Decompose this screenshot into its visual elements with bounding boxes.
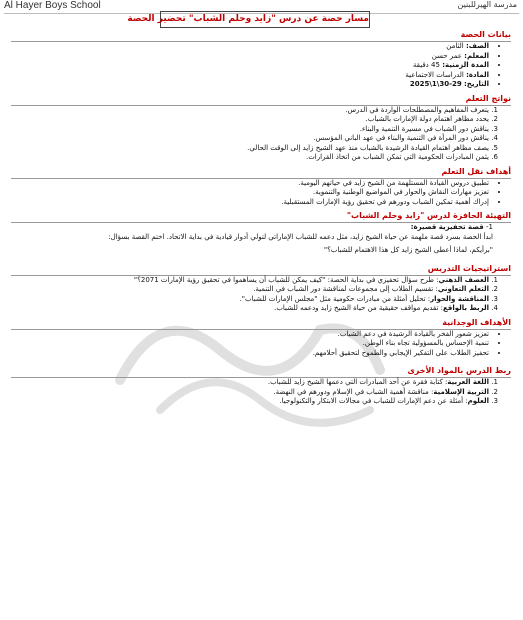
item-text: : مناقشة أهمية الشباب في الإسلام ودورهم في النهضة. [273, 387, 434, 396]
list-item: • تعزيز مهارات النقاش والحوار في المواضيع الوطنية والتنموية. [11, 188, 489, 198]
story-question: "برأيكم، لماذا أعطى الشيخ زايد كل هذا الاهتمام للشباب؟" [323, 246, 493, 254]
section-title: نواتج التعلم [11, 93, 511, 106]
item-label: المعلم: [464, 51, 489, 60]
list-item [11, 80, 489, 90]
item-text: : طرح سؤال تحفيزي في بداية الحصة: "كيف يمكن للشباب أن يساهموا في تحقيق رؤية الإمارات 2071؟" [133, 275, 439, 284]
transfer-section [11, 166, 511, 208]
list-item: 3. يناقش دور الشباب في مسيرة التنمية والبناء. [11, 125, 489, 135]
section-title: الأهداف الوجدانية [11, 317, 511, 330]
section-title: ربط الدرس بالمواد الأخرى [11, 365, 511, 378]
basic-info-list [11, 42, 511, 90]
list-item [11, 295, 489, 305]
item-text: : كتابة فقرة عن أحد المبادرات التي دعمها الشيخ زايد للشباب. [267, 378, 448, 386]
outcomes-list [11, 106, 511, 163]
item-label: المناقشة والحوار [430, 294, 489, 303]
item-label: الربط بالواقع [443, 304, 489, 312]
section-title: أهداف نقل التعلم [11, 166, 511, 179]
list-item: 6. يثمن المبادرات الحكومية التي تمكن الشباب من اتخاذ القرارات. [11, 153, 489, 163]
list-item: 5. يصف مظاهر اهتمام القيادة الرشيدة بالشباب منذ عهد الشيخ زايد إلى الوقت الحالي. [11, 144, 489, 154]
list-item: 1. يتعرف المفاهيم والمصطلحات الواردة في الدرس. [11, 106, 489, 116]
affective-list [11, 330, 511, 359]
document-body [11, 29, 511, 410]
list-item: • تحفيز الطلاب على التفكير الإيجابي والطموح لتحقيق أحلامهم. [11, 349, 489, 359]
item-value: الدراسات الاجتماعية [405, 70, 464, 79]
list-item [11, 71, 489, 81]
item-text: : تقسيم الطلاب إلى مجموعات لمناقشة دور الشباب في التنمية. [253, 285, 438, 293]
list-item [11, 304, 489, 314]
list-item: • إدراك أهمية تمكين الشباب ودورهم في تحقيق رؤية الإمارات المستقبلية. [11, 198, 489, 208]
intro-heading [11, 223, 493, 233]
item-label: المادة: [466, 70, 489, 79]
transfer-list [11, 179, 511, 208]
section-title: استراتيجيات التدريس [11, 263, 511, 276]
links-list [11, 378, 511, 407]
intro-section [11, 210, 511, 256]
item-text: : أمثلة عن دعم الإمارات للشباب في مجالات الابتكار والتكنولوجيا. [279, 397, 468, 405]
list-item [11, 378, 489, 388]
list-item [11, 52, 489, 62]
story-text: ابدأ الحصة بسرد قصة ملهمة عن حياة الشيخ زايد، مثل دعمه للشباب الإماراتي لتولي أدوار قيادية في بداية الاتحاد. اختم القصة بسؤال: [108, 232, 493, 241]
story-label: قصة تحفيزية قصيرة: [410, 223, 484, 231]
list-item: • تطبيق دروس القيادة المستلهمة من الشيخ زايد في حياتهم اليومية. [11, 179, 489, 189]
list-item [11, 285, 489, 295]
list-item [11, 397, 489, 407]
item-label: العصف الذهني [438, 275, 489, 284]
item-number: 1- [486, 223, 493, 231]
item-label: التربية الإسلامية [433, 387, 489, 396]
item-text: : تقديم مواقف حقيقية من حياة الشيخ زايد ودعمه للشباب. [274, 304, 444, 312]
item-label: المدة الزمنية: [442, 61, 489, 69]
affective-section [11, 317, 511, 359]
section-title: التهيئة الحافزة لدرس "زايد وحلم الشباب" [11, 210, 511, 223]
item-label: اللغة العربية [447, 378, 489, 386]
item-label: التعلم التعاوني [437, 285, 489, 293]
list-item: • تنمية الإحساس بالمسؤولية تجاه بناء الوطن. [11, 339, 489, 349]
school-name-en: Al Hayer Boys School [4, 0, 101, 11]
item-label: الصف: [465, 42, 489, 50]
item-label: العلوم [467, 397, 489, 405]
page-title: مسار حصة عن درس "زايد وحلم الشباب" تحضير الحصة [160, 11, 370, 28]
list-item: 2. يحدد مظاهر اهتمام دولة الإمارات بالشباب. [11, 115, 489, 125]
list-item [11, 42, 489, 52]
section-title: بيانات الحصة [11, 29, 511, 42]
strategies-section [11, 263, 511, 314]
item-value: عمر حسن [431, 51, 462, 60]
list-item: • تعزيز شعور الفخر بالقيادة الرشيدة في دعم الشباب. [11, 330, 489, 340]
list-item [11, 388, 489, 398]
list-item: 4. يناقش دور المرأة في التنمية والبناء في عهد الباني المؤسس. [11, 134, 489, 144]
item-value: 45 دقيقة [412, 61, 440, 69]
item-text: : تحليل أمثلة من مبادرات حكومية مثل "مجلس الإمارات للشباب". [239, 294, 431, 303]
basic-info-section [11, 29, 511, 90]
outcomes-section [11, 93, 511, 163]
item-label: التاريخ: [463, 80, 489, 88]
school-name-ar: مدرسة الهيرللبنين [457, 0, 517, 9]
item-value: 29-30\1\2025 [409, 80, 462, 88]
list-item [11, 61, 489, 71]
strategies-list [11, 276, 511, 314]
links-section [11, 365, 511, 407]
item-value: الثامن [446, 42, 464, 50]
list-item [11, 276, 489, 286]
